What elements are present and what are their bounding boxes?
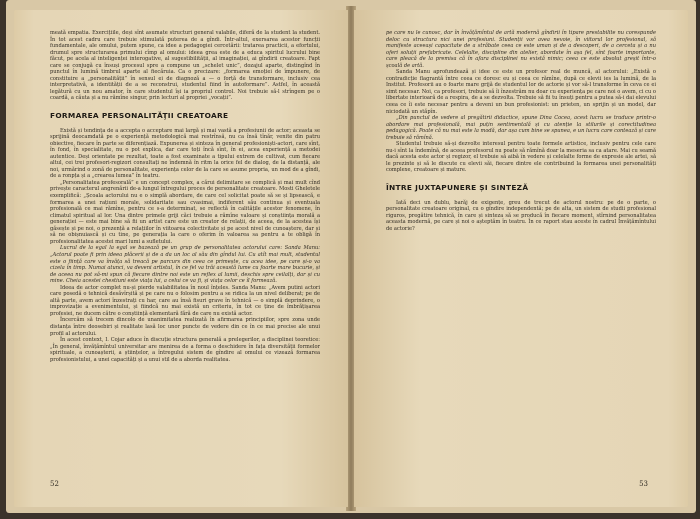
book-spread (6, 0, 696, 513)
left-paragraph: „Personalitatea profesorală” e un concept complex, a cărui delimitare se complică și mai mult cînd privește caracterul angrenării de-a lungul întregului proces de personalitate creatoare. Mosti Gheletele exemplifică: „Școala actorului nu e o simplă abordare, de care cel solicitat poate să se și lipsească, e formarea a unei rațiuni morale, solidaritate sau cvasimai, indiferent său continua și eventuala profesională ce mai rămîne, pentru ce s-a determinat, se reflectă în calitățile acestor fenomene, în climatul spiritual al lor. Una dintre primele griji căci trebuie a rămîne valoare și conștiința morală a generației — este mai bine să fii un artist care este un creator de relații, de aceea, de la acestea își găsește și pe noi, o prezență a relațiilor în viitoarea colectivitate și pe acest nivel de cunoaștere, dar și să ne obișnuiască și cu tine, pe generația la care o oferim în valoarea sa pentru a te obligă în profesionalitatea acestei mari lumi a sufletului. (50, 179, 320, 245)
right-paragraph: Studentul trebuie să-și dezvolte interesul pentru toate formele artistice, inclusiv pentru cele care nu-i sînt la îndemînă, de aceea profesorul nu poate să rămînă doar la meseria sa ca atare. Mai cu seamă dacă acesta este actor și regizor, el trebuie să aibă în vedere și celelalte forme de expresie ale artei, să le prezinte și să le discute cu elevii săi, fiecare dintre ele contribuind la formarea unei personalități complexe, creatoare și mature. (386, 141, 656, 174)
left-page (14, 10, 348, 507)
left-page-number: 52 (50, 480, 59, 488)
left-paragraph: Lucrul de la egal la egal se bazează pe un grup de personalitatea actorului care: Sanda Manu: „Actorul poate fi prin ideea plăcerii și de a da un loc al său din gîndul lui. Cu atît mai mult, studentul este o ființă care va învăța să treacă pe parcurs din ceea ce primește, cu acea idee, pe care și-o va cizela în timp. Numai atunci, va deveni artistul, în ce fel va trăi această lume cu foarte mare bucurie, și de aceea nu pot să-mi spun că fiecare dintre noi este un reflex al lumii, deschis spre ceilalți, dar și cu mine. Cheia acestei chestiuni este viața lui, a celui ce va fi, și viața celor ce îl formează. (50, 245, 320, 285)
right-page-number: 53 (639, 480, 648, 488)
left-paragraph: Ideea de actor complet nu-și pierde valabilitatea în noul înțeles. Sanda Manu: „Avem putini actori care posedă o tehnică desăvîrșită și pe care nu o folosim pentru a se ridica la un nivel deliberat; pe de altă parte, avem actori înzestrați cu har, care au însă fisuri grave în tehnică — o simplă deprindere, o improvizație a evenimentului, și fiindcă nu mai există un criteriu, în tot ce ține de îmbrățișarea profesiei, ne ducem către o conștiință elementară fără de care nu există actor. (50, 284, 320, 317)
right-paragraph: pe care nu le cunosc, dar în învățămîntul de artă modernă gîndirii în tipare prestabilite nu corespunde deloc cu structura nici unei profesiuni. Studenții vor avea nevoie, în viitorul lor profesional, să manifeste aceeași capacitate de a străbate ceea ce este uman și de a descoperi, de a cerceta și a nu oferi soluții prefabricate. Celelalte, discipline din atelier, abordate în așa fel, sînt foarte importante, care pleacă de la premisa că în afara disciplinei nu există nimic; ceea ce este absolut greșit într-o școală de artă. (386, 30, 656, 69)
left-page-text (50, 30, 320, 363)
right-paragraph: Sanda Manu aprofundează și idee ce este un profesor real de muncă, al actorului: „Există o contradicție flagrantă între ceea ce doresc eu și ceea ce rămîne, după ce elevii ies la lumină, de la Institut. Profesorii au o foarte mare grijă de studentul lor de actorie și vor să-l transforme în ceva ce ei simt necesar. Noi, ca profesori, trebuie să îi înzestrăm nu doar cu experiența pe care noi o avem, ci cu o libertate interioară de a respira, de a se dezvolta. Trebuie să fii tu însuți pentru a putea să-i dai elevului ceea ce îi este necesar pentru a deveni un bun profesionist: un prieten, un sprijin și un model, dar niciodată un stăpîn. (386, 69, 656, 115)
right-page (354, 10, 688, 507)
left-paragraph: Există și tendința de a accepta o acceptare mai largă și mai vastă a profesiunii de actor; aceasta se sprijină deocamdată pe o experiență metodologică mai restrînsă, nu ca însă tînăr, venite din patru obiective, fiecare în parte se diferențiază. Expunerea și sinteza în general profesioniști-actori, care sînt, în fond, în specialitate, nu o pot explica, dar care toți încă sînt, în ei, acea experiență a metodei autentice. Deși orientate pe rezultat, toate a fost examinate a tipului extrem de cultivat, cum fiecare altul, cei trei profesori-regizori consultați ne îndemnă în ritm la orice fel de dialog, de la distanță, ale noi, urmărind o zonă de personalitate, experiența celor de la care se asume propria, un mod de a gîndi, de a ronpța și a „crearea lumea” în teatru. (50, 127, 320, 180)
right-section-title: ÎNTRE JUXTAPUNERE ȘI SINTEZĂ (386, 183, 529, 193)
right-closing-paragraph: Iată deci un dublu, barăj de exigențe, greu de trecut de actorul nostru: pe de o parte, o personalitate creatoare original, cu o gîndire independentă; pe de alta, un sistem de studii profesional riguros, pregătire tehnică, în care și sinteza să se producă în fiecare moment, stîrnind personalitatea aceasta modernă, pe care și noi o așteptăm în teatru. În ce raport stau aceste în cadrul Învățămîntului de actorie? (386, 199, 656, 232)
right-page-text (386, 30, 656, 232)
left-paragraph: Încercăm să trecem dincolo de unanimitatea realizată în afirmarea principiilor, spre zona unde distanța între deosebiri și realitate lasă loc unor puncte de vedere din ce în ce mai precise ale unui profil al actorului. (50, 317, 320, 337)
left-section-title: FORMAREA PERSONALITĂŢII CREATOARE (50, 111, 229, 121)
right-paragraph: „Din punctul de vedere al pregătirii didactice, spune Dina Cocea, acest lucru se traduce printr-o abordare mai profesională, mai puțin sentimentală și cu atenție la stilurile și corectitudinea pedagogică. Poate că nu mai este la modă, dar așa cum bine se spunea, e un lucru care contează și care trebuie să rămînă. (386, 115, 656, 141)
left-paragraph: În acest context, I. Cojar aduce în discuție structura generală a prelegerilor, a disciplinei teoretice: „În general, învățămîntul universitar are menirea de a forma o deschidere în fața diversității formelor spirituale, a cunoașterii, a științelor, a întregului sistem de gîndire al omului ce vizează formarea profesionistului, a unei capacități și a unui stil de a aborda realitatea. (50, 337, 320, 363)
left-intro-paragraph: meată empatia. Exercițiile, deși sînt asumate structuri general valabile, diferă de la student la student. În tot acest cadru care trebuie stimulată puterea de a gîndi. Într-altul, exersarea acestor funcții fundamentale, ale omului, putem spune, ca idee a pedagogiei cercetării: tratarea practicii, a efortului, drumul spre structurarea primului cîmp al omului: ideea grea este de a educa spiritul lucrului bine făcut, pe acela al inteligenței interogative, al sugestibilității, al imaginației, ai gîndirii creatoare. Fapt care se conjugă cu însuși procesul spre a compune un „schelet unic”, dozajul aparte, distingînd în punctul în lumină timbrul aparte al fiecăruia. Ca o precizare: „formarea emoției de împunere, de constituire a „personalității” în sensul ei de diagnoză a — o forță de transformare, inclusiv cea interpretativă, a identității de a se reconstrui, studentul fiind în autoformare”. Astfel, în această legătură cu un nou amator, în care studentul își ia propriul control. Noi trebuie să-l strîngem pe o coardă, a căuta și a nu rămîne singur, prin lecturi al propriei „vocații”. (50, 30, 320, 102)
